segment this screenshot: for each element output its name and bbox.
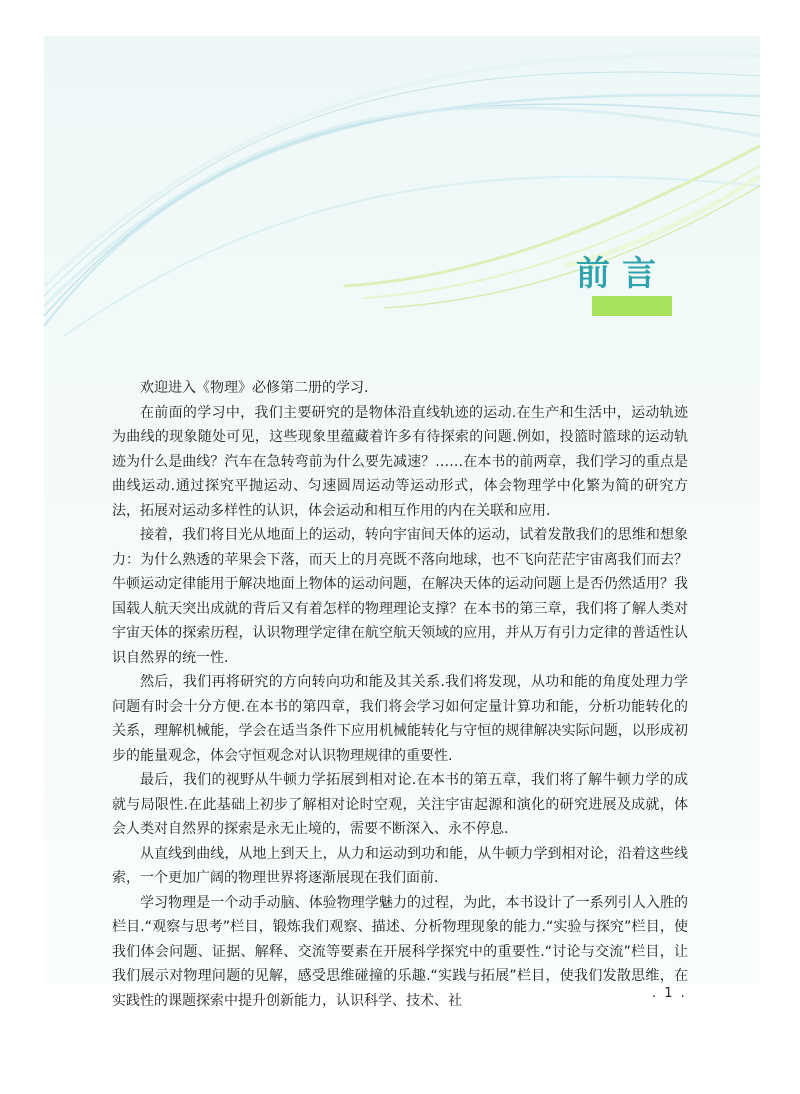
- page-number: . 1 .: [652, 986, 687, 1001]
- paragraph: 最后，我们的视野从牛顿力学拓展到相对论.在本书的第五章，我们将了解牛顿力学的成就与局限性.在此基础上初步了解相对论时空观，关注宇宙起源和演化的研究进展及成就，体会人类对自然界的探索是永无止境的，需要不断深入、永不停息.: [112, 772, 688, 837]
- page-title: 前言: [576, 254, 668, 294]
- title-underline-bar: [592, 296, 672, 316]
- page-sheet: [44, 36, 760, 1009]
- paragraph: 然后，我们再将研究的方向转向功和能及其关系.我们将发现，从功和能的角度处理力学问题有时会十分方便.在本书的第四章，我们将会学习如何定量计算功和能，分析功能转化的关系，理解机械能，学会在适当条件下应用机械能转化与守恒的规律解决实际问题，以形成初步的能量观念，体会守恒观念对认识物理规律的重要性.: [112, 674, 688, 764]
- preface-body: [112, 376, 688, 1013]
- paragraph: 接着，我们将目光从地面上的运动，转向宇宙间天体的运动，试着发散我们的思维和想象力：为什么熟透的苹果会下落，而天上的月亮既不落向地球，也不飞向茫茫宇宙离我们而去？牛顿运动定律能用于解决地面上物体的运动问题，在解决天体的运动问题上是否仍然适用？我国载人航天突出成就的背后又有着怎样的物理理论支撑？在本书的第三章，我们将了解人类对宇宙天体的探索历程，认识物理学定律在航空航天领域的应用，并从万有引力定律的普适性认识自然界的统一性.: [112, 527, 688, 666]
- paragraph: 从直线到曲线，从地上到天上，从力和运动到功和能，从牛顿力学到相对论，沿着这些线索，一个更加广阔的物理世界将逐渐展现在我们面前.: [112, 845, 688, 886]
- paragraph: 欢迎进入《物理》必修第二册的学习.: [140, 380, 369, 396]
- paragraph: 在前面的学习中，我们主要研究的是物体沿直线轨迹的运动.在生产和生活中，运动轨迹为曲线的现象随处可见，这些现象里蕴藏着许多有待探索的问题.例如，投篮时篮球的运动轨迹为什么是曲线？汽车在急转弯前为什么要先减速？……在本书的前两章，我们学习的重点是曲线运动.通过探究平抛运动、匀速圆周运动等运动形式，体会物理学中化繁为简的研究方法，拓展对运动多样性的认识，体会运动和相互作用的内在关联和应用.: [112, 404, 688, 519]
- paragraph: 学习物理是一个动手动脑、体验物理学魅力的过程，为此，本书设计了一系列引人入胜的栏目.“观察与思考”栏目，锻炼我们观察、描述、分析物理现象的能力.“实验与探究”栏目，使我们体会问题、证据、解释、交流等要素在开展科学探究中的重要性.“讨论与交流”栏目，让我们展示对物理问题的见解，感受思维碰撞的乐趣.“实践与拓展”栏目，使我们发散思维，在实践性的课题探索中提升创新能力，认识科学、技术、社: [112, 894, 688, 1009]
- wave-decoration: [44, 36, 760, 366]
